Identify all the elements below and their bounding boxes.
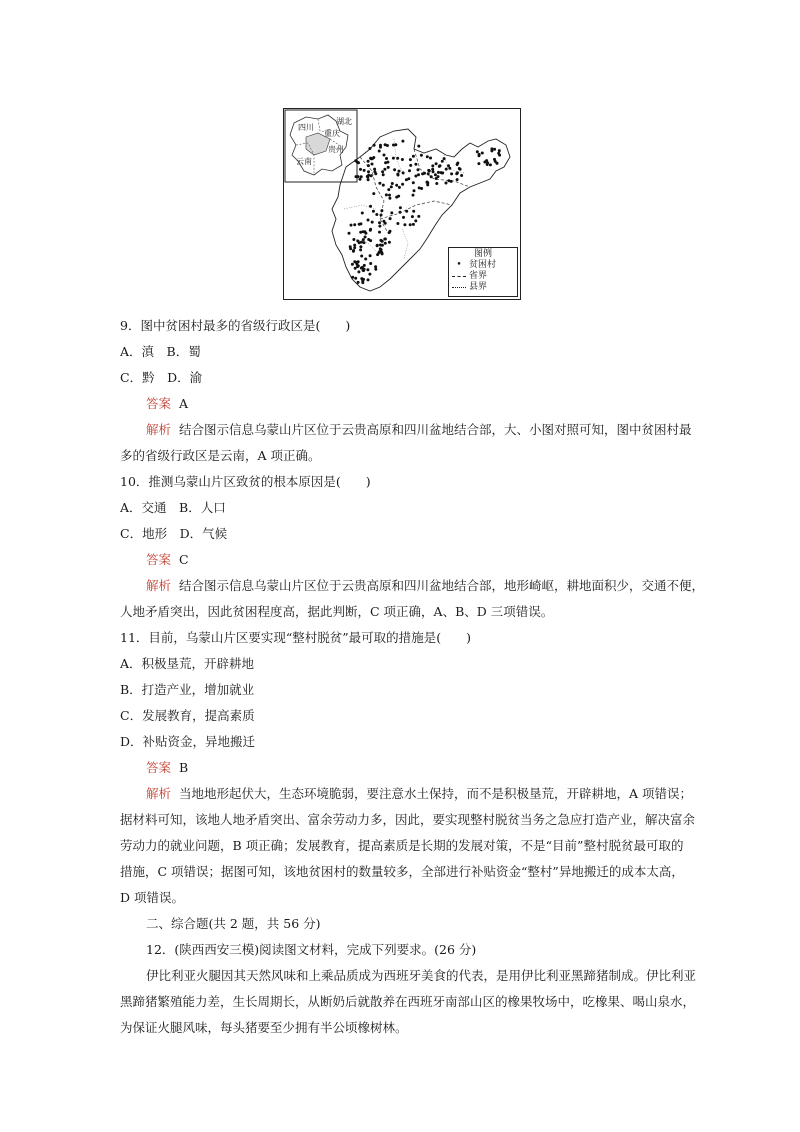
village-dot xyxy=(445,168,448,171)
village-dot xyxy=(363,268,366,271)
legend-dotted-symbol xyxy=(452,287,466,288)
legend-dot-symbol: • xyxy=(456,260,462,270)
village-dot xyxy=(364,236,367,239)
village-dot xyxy=(489,163,492,166)
village-dot xyxy=(367,170,370,173)
village-dot xyxy=(378,231,381,234)
village-dot xyxy=(369,205,372,208)
village-dot xyxy=(379,244,382,247)
village-dot xyxy=(412,181,415,184)
village-dot xyxy=(360,277,363,280)
village-dot xyxy=(456,171,459,174)
q9-stem: 9．图中贫困村最多的省级行政区是( ) xyxy=(120,318,351,333)
village-dot xyxy=(378,150,381,153)
village-dot xyxy=(361,212,364,215)
village-dot xyxy=(390,185,393,188)
village-dot xyxy=(351,263,354,266)
q12-stem: 12．(陕西西安三模)阅读图文材料，完成下列要求。(26 分) xyxy=(146,942,477,957)
village-dot xyxy=(376,253,379,256)
village-dot xyxy=(373,170,376,173)
village-dot xyxy=(392,157,395,160)
village-dot xyxy=(358,223,361,226)
q11-analysis-line: 劳动力的就业问题，B 项正确；发展教育，提高素质是长期的发展对策，不是“目前”整村脱贫最可取的 xyxy=(120,838,684,853)
village-dot xyxy=(408,169,411,172)
q9-options-cd: C．黔 D．渝 xyxy=(120,370,203,385)
village-dot xyxy=(421,172,424,175)
village-dot xyxy=(458,167,461,170)
village-dot xyxy=(384,242,387,245)
village-dot xyxy=(478,154,481,157)
village-dot xyxy=(417,215,420,218)
q9-analysis-line: 多的省级行政区是云南，A 项正确。 xyxy=(120,448,321,463)
answer-tag: 答案 xyxy=(146,396,172,411)
village-dot xyxy=(383,238,386,241)
q11-analysis-line: D 项错误。 xyxy=(120,890,184,905)
village-dot xyxy=(371,221,374,224)
village-dot xyxy=(426,181,429,184)
village-dot xyxy=(429,157,432,160)
legend-label: 贫困村 xyxy=(469,260,497,270)
village-dot xyxy=(401,183,404,186)
village-dot xyxy=(369,254,372,257)
answer-tag: 答案 xyxy=(146,552,172,567)
map-legend xyxy=(448,247,518,297)
legend-label: 县界 xyxy=(469,282,488,292)
village-dot xyxy=(412,210,415,213)
village-dot xyxy=(373,168,376,171)
village-dot xyxy=(417,168,420,171)
village-dot xyxy=(426,155,429,158)
village-dot xyxy=(367,178,370,181)
village-dot xyxy=(350,224,353,227)
village-dot xyxy=(409,158,412,161)
q11-option-b: B．打造产业，增加就业 xyxy=(120,682,255,697)
village-dot xyxy=(420,154,423,157)
village-dot xyxy=(448,167,451,170)
village-dot xyxy=(367,160,370,163)
village-dot xyxy=(359,245,362,248)
village-dot xyxy=(450,172,453,175)
village-dot xyxy=(412,223,415,226)
village-dot xyxy=(349,245,352,248)
village-dot xyxy=(412,155,415,158)
village-dot xyxy=(358,241,361,244)
village-dot xyxy=(498,154,501,157)
q10-analysis-line: 人地矛盾突出，因此贫困程度高，据此判断，C 项正确，A、B、D 三项错误。 xyxy=(120,604,554,619)
village-dot xyxy=(362,230,365,233)
village-dot xyxy=(353,246,356,249)
village-dot xyxy=(486,163,489,166)
village-dot xyxy=(352,238,355,241)
village-dot xyxy=(370,174,373,177)
village-dot xyxy=(348,232,351,235)
q11-option-a: A．积极垦荒，开辟耕地 xyxy=(120,656,255,671)
village-dot xyxy=(437,175,440,178)
village-dot xyxy=(373,144,376,147)
village-dot xyxy=(387,166,390,169)
village-dot xyxy=(388,231,391,234)
legend-item xyxy=(452,271,514,282)
q9-answer xyxy=(120,391,680,417)
village-dot xyxy=(354,277,357,280)
q11-analysis-line: 据材料可知，该地人地矛盾突出、富余劳动力多，因此，要实现整村脱贫当务之急应打造产业，解决富余 xyxy=(120,812,696,827)
village-dot xyxy=(360,255,363,258)
legend-item xyxy=(452,260,514,271)
village-dot xyxy=(374,268,377,271)
village-dot xyxy=(405,210,408,213)
village-dot xyxy=(351,276,354,279)
village-dot xyxy=(379,239,382,242)
legend-title: 图例 xyxy=(473,249,492,259)
village-dot xyxy=(412,194,415,197)
village-dot xyxy=(427,172,430,175)
answer-value: A xyxy=(179,396,189,411)
inset-label: 重庆 xyxy=(324,129,340,138)
village-dot xyxy=(428,169,431,172)
village-dot xyxy=(430,175,433,178)
poverty-village-map xyxy=(283,108,521,300)
village-dot xyxy=(383,168,386,171)
analysis-text: 当地地形起伏大，生态环境脆弱，要注意水土保持，而不是积极垦荒，开辟耕地，A 项错误； xyxy=(179,786,693,801)
village-dot xyxy=(392,144,395,147)
village-dot xyxy=(390,211,393,214)
analysis-tag: 解析 xyxy=(146,786,172,801)
village-dot xyxy=(398,186,401,189)
village-dot xyxy=(353,223,356,226)
q10-options-cd: C．地形 D．气候 xyxy=(120,526,228,541)
q12-material-line: 伊比利亚火腿因其天然风味和上乘品质成为西班牙美食的代表，是用伊比利亚黑蹄猪制成。伊比利亚 xyxy=(146,968,697,983)
village-dot xyxy=(382,184,385,187)
village-dot xyxy=(389,217,392,220)
village-dot xyxy=(382,173,385,176)
village-dot xyxy=(483,161,486,164)
village-dot xyxy=(460,174,463,177)
village-dot xyxy=(431,164,434,167)
village-dot xyxy=(385,157,388,160)
village-dot xyxy=(378,221,381,224)
village-dot xyxy=(376,244,379,247)
analysis-tag: 解析 xyxy=(146,422,172,437)
legend-item xyxy=(452,282,514,293)
village-dot xyxy=(372,156,375,159)
village-dot xyxy=(398,170,401,173)
village-dot xyxy=(354,267,357,270)
village-dot xyxy=(477,162,480,165)
section-heading: 二、综合题(共 2 题，共 56 分) xyxy=(146,916,321,931)
village-dot xyxy=(387,188,390,191)
village-dot xyxy=(360,175,363,178)
q10-stem: 10．推测乌蒙山片区致贫的根本原因是( ) xyxy=(120,474,371,489)
village-dot xyxy=(417,145,420,148)
village-dot xyxy=(409,164,412,167)
answer-value: C xyxy=(179,552,189,567)
village-dot xyxy=(393,168,396,171)
village-dot xyxy=(384,222,387,225)
village-dot xyxy=(363,264,366,267)
q11-stem: 11．目前，乌蒙山片区要实现“整村脱贫”最可取的措施是( ) xyxy=(120,630,471,645)
village-dot xyxy=(456,178,459,181)
village-dot xyxy=(388,194,391,197)
village-dot xyxy=(440,171,443,174)
village-dot xyxy=(414,175,417,178)
village-dot xyxy=(355,175,358,178)
q11-answer xyxy=(120,755,680,781)
answer-tag: 答案 xyxy=(146,760,172,775)
question-text xyxy=(120,313,705,1041)
village-dot xyxy=(441,160,444,163)
village-dot xyxy=(399,211,402,214)
village-dot xyxy=(360,267,363,270)
q9-analysis-line xyxy=(120,417,692,443)
village-dot xyxy=(371,163,374,166)
legend-label: 省界 xyxy=(469,271,488,281)
village-dot xyxy=(366,268,369,271)
q10-options-ab: A．交通 B．人口 xyxy=(120,500,226,515)
village-dot xyxy=(401,140,404,143)
answer-value: B xyxy=(179,760,189,775)
village-dot xyxy=(379,144,382,147)
village-dot xyxy=(380,214,383,217)
village-dot xyxy=(413,189,416,192)
village-dot xyxy=(490,147,493,150)
village-dot xyxy=(494,160,497,163)
village-dot xyxy=(367,278,370,281)
village-dot xyxy=(411,215,414,218)
village-dot xyxy=(375,213,378,216)
analysis-text: 结合图示信息乌蒙山片区位于云贵高原和四川盆地结合部，地形崎岖，耕地面积少，交通不便， xyxy=(179,578,705,593)
village-dot xyxy=(397,195,400,198)
village-dot xyxy=(384,161,387,164)
village-dot xyxy=(498,149,501,152)
village-dot xyxy=(445,182,448,185)
village-dot xyxy=(417,173,420,176)
village-dot xyxy=(435,182,438,185)
village-dot xyxy=(372,210,375,213)
village-dot xyxy=(450,180,453,183)
village-dot xyxy=(396,222,399,225)
village-dot xyxy=(388,241,391,244)
village-dot xyxy=(395,184,398,187)
village-dot xyxy=(380,251,383,254)
village-dot xyxy=(355,261,358,264)
village-dot xyxy=(369,239,372,242)
village-dot xyxy=(439,164,442,167)
village-dot xyxy=(383,154,386,157)
village-dot xyxy=(369,157,372,160)
village-dot xyxy=(414,163,417,166)
village-dot xyxy=(385,193,388,196)
village-dot xyxy=(431,168,434,171)
inset-label: 湖北 xyxy=(336,117,352,126)
village-dot xyxy=(367,164,370,167)
village-dot xyxy=(414,219,417,222)
village-dot xyxy=(456,163,459,166)
village-dot xyxy=(476,150,479,153)
village-dot xyxy=(403,223,406,226)
village-dot xyxy=(378,225,381,228)
village-dot xyxy=(372,192,375,195)
q11-option-d: D．补贴资金，异地搬迁 xyxy=(120,734,256,749)
q12-material-line: 黑蹄猪繁殖能力差，生长周期长，从断奶后就散养在西班牙南部山区的橡果牧场中，吃橡果、喝山泉水， xyxy=(120,994,696,1009)
village-dot xyxy=(481,152,484,155)
village-dot xyxy=(396,157,399,160)
village-dot xyxy=(374,265,377,268)
village-dot xyxy=(378,182,381,185)
village-dot xyxy=(353,244,356,247)
village-dot xyxy=(357,264,360,267)
village-dot xyxy=(369,262,372,265)
village-dot xyxy=(367,219,370,222)
village-dot xyxy=(388,197,391,200)
analysis-tag: 解析 xyxy=(146,578,172,593)
village-dot xyxy=(363,241,366,244)
village-dot xyxy=(409,223,412,226)
village-dot xyxy=(426,183,429,186)
village-dot xyxy=(399,206,402,209)
village-dot xyxy=(401,158,404,161)
analysis-text: 结合图示信息乌蒙山片区位于云贵高原和四川盆地结合部，大、小图对照可知，图中贫困村最 xyxy=(179,422,692,437)
village-dot xyxy=(364,232,367,235)
village-dot xyxy=(363,169,366,172)
village-dot xyxy=(443,157,446,160)
village-dot xyxy=(434,173,437,176)
village-dot xyxy=(402,216,405,219)
q11-option-c: C．发展教育，提高素质 xyxy=(120,708,255,723)
village-dot xyxy=(420,187,423,190)
q10-answer xyxy=(120,547,680,573)
village-dot xyxy=(402,171,405,174)
q9-options-ab: A．滇 B．蜀 xyxy=(120,344,201,359)
q12-material-line: 为保证火腿风味，每头猪要至少拥有半公顷橡树林。 xyxy=(120,1020,408,1035)
village-dot xyxy=(359,248,362,251)
village-dot xyxy=(368,273,371,276)
village-dot xyxy=(437,171,440,174)
q11-analysis-line xyxy=(120,781,693,807)
village-dot xyxy=(354,159,357,162)
village-dot xyxy=(396,173,399,176)
village-dot xyxy=(435,162,438,165)
village-dot xyxy=(364,258,367,261)
village-dot xyxy=(493,148,496,151)
legend-dash-symbol xyxy=(452,276,466,277)
inset-label: 四川 xyxy=(298,123,314,132)
village-dot xyxy=(357,270,360,273)
village-dot xyxy=(380,209,383,212)
village-dot xyxy=(391,182,394,185)
village-dot xyxy=(405,178,408,181)
village-dot xyxy=(368,147,371,150)
village-dot xyxy=(381,170,384,173)
village-dot xyxy=(352,250,355,253)
village-dot xyxy=(359,168,362,171)
village-dot xyxy=(386,144,389,147)
q11-analysis-line: 措施，C 项错误；据图可知，该地贫困村的数量较多，全部进行补贴资金“整村”异地搬迁的成本太高， xyxy=(120,864,684,879)
village-dot xyxy=(369,228,372,231)
village-dot xyxy=(362,238,365,241)
village-dot xyxy=(357,281,360,284)
inset-label: 云南 xyxy=(296,157,312,166)
q10-analysis-line xyxy=(120,573,705,599)
inset-label: 贵州 xyxy=(328,145,344,154)
